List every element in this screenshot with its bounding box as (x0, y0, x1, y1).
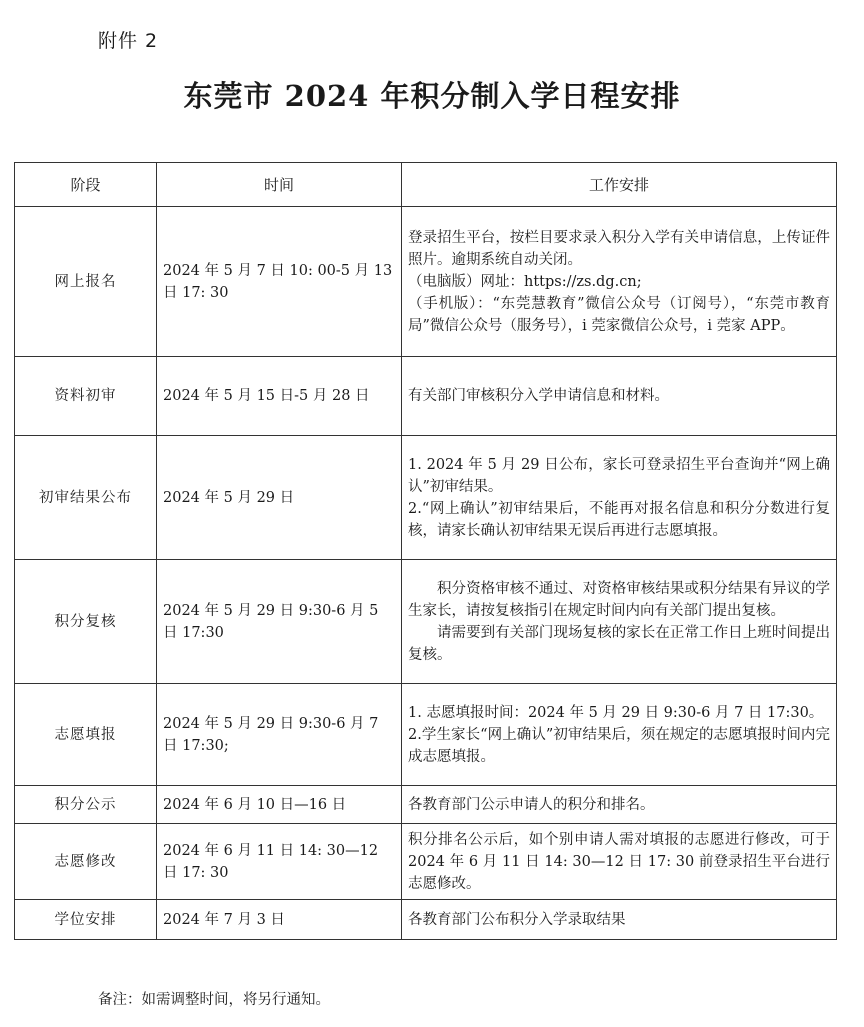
attachment-label: 附件 2 (98, 30, 159, 52)
stage-cell: 积分复核 (15, 560, 157, 684)
work-line: 积分资格审核不通过、对资格审核结果或积分结果有异议的学生家长，请按复核指引在规定时间内向有关部门提出复核。 (408, 580, 830, 619)
stage-cell: 志愿填报 (15, 684, 157, 786)
work-line: 积分排名公示后，如个别申请人需对填报的志愿进行修改，可于 2024 年 6 月 11 日 14: 30—12 日 17: 30 前登录招生平台进行志愿修改。 (408, 831, 830, 892)
time-cell: 2024 年 5 月 7 日 10: 00-5 月 13 日 17: 30 (157, 207, 402, 357)
table-row (15, 824, 837, 900)
time-cell: 2024 年 6 月 10 日—16 日 (157, 786, 402, 824)
work-line: 各教育部门公布积分入学录取结果 (408, 911, 626, 928)
work-line: 2.“网上确认”初审结果后，不能再对报名信息和积分分数进行复核，请家长确认初审结果无误后再进行志愿填报。 (408, 500, 830, 539)
header-stage: 阶段 (15, 163, 157, 207)
table-row (15, 684, 837, 786)
footnote: 备注：如需调整时间，将另行通知。 (98, 992, 330, 1008)
work-cell (402, 684, 837, 786)
table-row (15, 436, 837, 560)
stage-cell: 志愿修改 (15, 824, 157, 900)
work-cell (402, 357, 837, 436)
work-cell (402, 207, 837, 357)
work-line: 有关部门审核积分入学申请信息和材料。 (408, 388, 669, 404)
time-cell: 2024 年 5 月 29 日 9:30-6 月 7 日 17:30; (157, 684, 402, 786)
work-line: 请需要到有关部门现场复核的家长在正常工作日上班时间提出复核。 (408, 624, 830, 663)
work-cell (402, 560, 837, 684)
work-line: （电脑版）网址：https://zs.dg.cn; (408, 273, 642, 290)
time-cell: 2024 年 7 月 3 日 (157, 900, 402, 940)
work-cell (402, 900, 837, 940)
work-cell (402, 824, 837, 900)
table-row (15, 357, 837, 436)
stage-cell: 网上报名 (15, 207, 157, 357)
header-time: 时间 (157, 163, 402, 207)
stage-cell: 初审结果公布 (15, 436, 157, 560)
work-line: 1. 2024 年 5 月 29 日公布，家长可登录招生平台查询并“网上确认”初审结果。 (408, 456, 830, 495)
work-line: 1. 志愿填报时间：2024 年 5 月 29 日 9:30-6 月 7 日 17:30。 (408, 704, 824, 721)
stage-cell: 积分公示 (15, 786, 157, 824)
time-cell: 2024 年 5 月 29 日 (157, 436, 402, 560)
stage-cell: 学位安排 (15, 900, 157, 940)
table-row (15, 900, 837, 940)
table-row (15, 207, 837, 357)
work-line: 登录招生平台，按栏目要求录入积分入学有关申请信息，上传证件照片。逾期系统自动关闭。 (408, 229, 830, 268)
time-cell: 2024 年 6 月 11 日 14: 30—12 日 17: 30 (157, 824, 402, 900)
table-row (15, 786, 837, 824)
table-header-row (15, 163, 837, 207)
table-row (15, 560, 837, 684)
work-line: （手机版）：“东莞慧教育”微信公众号（订阅号），“东莞市教育局”微信公众号（服务号），i 莞家微信公众号，i 莞家 APP。 (408, 295, 830, 334)
time-cell: 2024 年 5 月 29 日 9:30-6 月 5 日 17:30 (157, 560, 402, 684)
header-work: 工作安排 (402, 163, 837, 207)
page-title: 东莞市 2024 年积分制入学日程安排 (183, 79, 681, 113)
time-cell: 2024 年 5 月 15 日-5 月 28 日 (157, 357, 402, 436)
schedule-table (14, 162, 837, 940)
work-cell (402, 786, 837, 824)
work-line: 2.学生家长“网上确认”初审结果后，须在规定的志愿填报时间内完成志愿填报。 (408, 726, 830, 765)
stage-cell: 资料初审 (15, 357, 157, 436)
work-cell (402, 436, 837, 560)
work-line: 各教育部门公示申请人的积分和排名。 (408, 796, 655, 813)
